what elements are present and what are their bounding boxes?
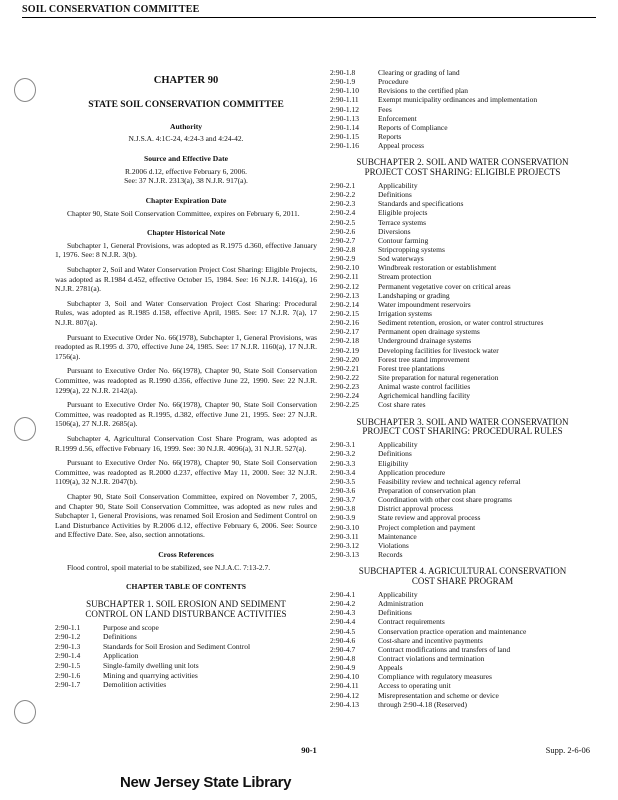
section-title: State review and approval process [378, 513, 481, 523]
history-paragraph: Pursuant to Executive Order No. 66(1978), Chapter 90, State Soil Conservation Committee, was readopted as R.2000 d.237, effective May 11, 2000. See: 32 N.J.R. 1109(a), 32 N.J.R. 2047(b). [55, 458, 317, 487]
section-number: 2:90-2.11 [330, 272, 359, 282]
section-title: Standards for Soil Erosion and Sediment Control [103, 641, 251, 651]
toc-entry [330, 336, 595, 345]
section-title: Reports of Compliance [378, 122, 448, 132]
section-title: Developing facilities for livestock water [378, 345, 499, 355]
section-number: 2:90-2.15 [330, 309, 359, 319]
section-title: Applicability [378, 181, 418, 191]
section-number: 2:90-2.19 [330, 345, 359, 355]
section-number: 2:90-2.8 [330, 245, 356, 255]
toc-entry [330, 449, 595, 458]
section-title: Administration [378, 599, 424, 609]
section-number: 2:90-2.6 [330, 226, 356, 236]
section-number: 2:90-4.6 [330, 635, 356, 645]
section-title: Clearing or grading of land [378, 68, 460, 77]
toc-entry [330, 486, 595, 495]
toc-entry [330, 105, 595, 114]
section-title: Applicability [378, 589, 418, 599]
section-number: 2:90-2.22 [330, 373, 359, 382]
section-title: Sediment retention, erosion, or water control structures [378, 318, 544, 328]
toc-entry [330, 400, 595, 409]
toc-entry [330, 691, 595, 700]
section-number: 2:90-4.1 [330, 589, 356, 599]
toc-entry [330, 654, 595, 663]
section-number: 2:90-3.5 [330, 476, 356, 486]
section-number: 2:90-4.3 [330, 608, 356, 618]
toc-entry [55, 661, 317, 671]
section-title: Preparation of conservation plan [378, 486, 476, 496]
section-title: Project completion and payment [378, 522, 476, 532]
section-title: Appeals [378, 663, 403, 673]
toc-entry [330, 300, 595, 309]
section-number: 2:90-2.2 [330, 190, 356, 200]
section-number: 2:90-4.12 [330, 690, 359, 700]
section-number: 2:90-3.4 [330, 467, 356, 477]
history-paragraph: Pursuant to Executive Order No. 66(1978), Chapter 90, State Soil Conservation Committee, was readopted as R.1995, d.382, effective June 21, 1995. See: 27 N.J.R. 1506(a), 27 N.J.R. 2685(a). [55, 400, 317, 429]
subchapter-heading [330, 158, 595, 178]
library-stamp: New Jersey State Library [120, 774, 292, 791]
section-title: Enforcement [378, 113, 417, 123]
section-number: 2:90-4.4 [330, 617, 356, 627]
section-number: 2:90-1.15 [330, 131, 359, 141]
section-number: 2:90-4.7 [330, 644, 356, 654]
toc-entry [330, 346, 595, 355]
toc-entry [330, 391, 595, 400]
section-title: Application [103, 651, 139, 661]
toc-entry [330, 608, 595, 617]
toc-entry [330, 459, 595, 468]
section-number: 2:90-2.9 [330, 254, 356, 264]
section-title: Definitions [378, 608, 412, 618]
section-title: Revisions to the certified plan [378, 86, 468, 96]
toc-entry [330, 95, 595, 104]
history-paragraph: Pursuant to Executive Order No. 66(1978), Chapter 90, State Soil Conservation Committee, was readopted as R.1990 d.356, effective June 22, 1990. See: 22 N.J.R. 1299(a), 22 N.J.R. 2142(a). [55, 366, 317, 395]
toc-entry [330, 636, 595, 645]
section-number: 2:90-1.10 [330, 86, 359, 96]
right-column [330, 68, 595, 709]
section-title: Forest tree stand improvement [378, 354, 470, 364]
source-line: R.2006 d.12, effective February 6, 2006. [125, 166, 247, 176]
section-title: Irrigation systems [378, 309, 432, 319]
section-title: Animal waste control facilities [378, 382, 471, 392]
history-paragraph: Subchapter 4, Agricultural Conservation Cost Share Program, was adopted as R.1999 d.56, effective February 16, 1999. See: 30 N.J.R. 4096(a), 31 N.J.R. 527(a). [55, 433, 317, 453]
toc-entry [55, 632, 317, 642]
section-title: Records [378, 550, 403, 560]
subchapter-title-line: SUBCHAPTER 3. SOIL AND WATER CONSERVATION [356, 416, 569, 427]
section-number: 2:90-2.24 [330, 391, 359, 401]
expiration-heading: Chapter Expiration Date [145, 195, 227, 205]
section-title: Contour farming [378, 235, 429, 245]
section-title: Feasibility review and technical agency referral [378, 476, 521, 486]
subchapter-heading [330, 418, 595, 438]
section-number: 2:90-4.11 [330, 681, 359, 691]
section-number: 2:90-3.3 [330, 458, 356, 468]
chapter-label: CHAPTER 90 [153, 75, 219, 86]
section-title: Procedure [378, 77, 409, 87]
toc-entry [330, 672, 595, 681]
section-number: 2:90-3.10 [330, 522, 359, 532]
section-title: Contract modifications and transfers of land [378, 644, 511, 654]
subchapter-title-line: PROJECT COST SHARING: ELIGIBLE PROJECTS [364, 167, 561, 178]
history-paragraph: Subchapter 2, Soil and Water Conservation Project Cost Sharing: Eligible Projects, was adopted as R.1984 d.452, effective October 15, 1984. See: 16 N.J.R. 1416(a), 16 N.J.R. 2781(a). [55, 265, 317, 294]
toc-entry [330, 663, 595, 672]
toc-entry [330, 617, 595, 626]
toc-list-sub1-cont [330, 68, 595, 150]
toc-entry [55, 642, 317, 652]
section-title: District approval process [378, 504, 453, 514]
history-paragraph: Subchapter 3, Soil and Water Conservation Project Cost Sharing: Procedural Rules, was adopted as R.1985 d.158, effective April, 1985. See: 17 N.J.R. 7(a), 17 N.J.R. 807(a). [55, 298, 317, 327]
section-number: 2:90-2.17 [330, 327, 359, 337]
toc-entry [330, 504, 595, 513]
section-number: 2:90-4.2 [330, 599, 356, 609]
toc-entry [330, 550, 595, 559]
history-heading: Chapter Historical Note [147, 228, 225, 238]
section-number: 2:90-2.5 [330, 217, 356, 227]
toc-entry [330, 440, 595, 449]
section-number: 2:90-1.14 [330, 122, 359, 132]
toc-entry [330, 181, 595, 190]
section-title: Conservation practice operation and maintenance [378, 626, 527, 636]
section-title: Maintenance [378, 531, 417, 541]
toc-entry [330, 382, 595, 391]
toc-list-sub4 [330, 590, 595, 709]
section-title: Contract requirements [378, 617, 445, 627]
section-number: 2:90-3.7 [330, 495, 356, 505]
section-number: 2:90-2.4 [330, 208, 356, 218]
section-title: Eligible projects [378, 208, 428, 218]
section-title: Misrepresentation and scheme or device [378, 690, 499, 700]
toc-entry [330, 627, 595, 636]
section-title: Violations [378, 540, 409, 550]
toc-entry [330, 513, 595, 522]
subchapter-title-line: SUBCHAPTER 1. SOIL EROSION AND SEDIMENT [86, 598, 286, 609]
section-title: Cost-share and incentive payments [378, 635, 483, 645]
section-number: 2:90-3.12 [330, 540, 359, 550]
section-title: Stream protection [378, 272, 432, 282]
section-number: 2:90-4.10 [330, 672, 359, 682]
section-number: 2:90-3.13 [330, 550, 359, 560]
section-title: Coordination with other cost share programs [378, 495, 512, 505]
toc-entry [330, 355, 595, 364]
section-title: Permanent vegetative cover on critical areas [378, 281, 511, 291]
subchapter-title-line: PROJECT COST SHARING: PROCEDURAL RULES [362, 426, 563, 437]
section-title: Definitions [378, 449, 412, 459]
toc-entry [330, 68, 595, 77]
section-title: Appeal process [378, 141, 425, 151]
section-number: 2:90-3.2 [330, 449, 356, 459]
toc-entry [330, 495, 595, 504]
history-paragraph: Subchapter 1, General Provisions, was adopted as R.1975 d.360, effective January 1, 1976. See: 8 N.J.R. 3(b). [55, 240, 317, 260]
toc-entry [330, 114, 595, 123]
toc-entry [330, 245, 595, 254]
section-number: 2:90-3.1 [330, 440, 356, 450]
section-number: 2:90-1.11 [330, 95, 359, 105]
section-title: Water impoundment reservoirs [378, 299, 471, 309]
section-number: 2:90-4.5 [330, 626, 356, 636]
section-title: Exempt municipality ordinances and implementation [378, 95, 538, 105]
section-title: Underground drainage systems [378, 336, 472, 346]
toc-entry [330, 208, 595, 217]
toc-entry [330, 645, 595, 654]
section-number: 2:90-2.25 [330, 400, 359, 410]
subchapter-heading [55, 600, 317, 620]
section-title: Windbreak restoration or establishment [378, 263, 497, 273]
punch-hole-bottom [14, 700, 36, 724]
toc-entry [330, 700, 595, 709]
section-number: 2:90-3.8 [330, 504, 356, 514]
section-number: 2:90-2.12 [330, 281, 359, 291]
toc-entry [330, 599, 595, 608]
punch-hole-middle [14, 417, 36, 441]
authority-text: N.J.S.A. 4:1C-24, 4:24-3 and 4:24-42. [128, 134, 244, 144]
section-number: 2:90-1.7 [55, 680, 81, 690]
section-number: 2:90-1.12 [330, 104, 359, 114]
section-number: 2:90-2.13 [330, 290, 359, 300]
section-title: Site preparation for natural regeneration [378, 373, 499, 382]
section-title: Application procedure [378, 467, 446, 477]
toc-entry [330, 272, 595, 281]
toc-entry [330, 199, 595, 208]
section-number: 2:90-1.4 [55, 651, 81, 661]
toc-entry [330, 86, 595, 95]
toc-entry [330, 77, 595, 86]
section-number: 2:90-1.8 [330, 68, 356, 77]
toc-entry [330, 227, 595, 236]
toc-heading: CHAPTER TABLE OF CONTENTS [126, 582, 246, 592]
section-title: Diversions [378, 226, 411, 236]
toc-entry [330, 263, 595, 272]
subchapter-title-line: CONTROL ON LAND DISTURBANCE ACTIVITIES [85, 608, 287, 619]
toc-entry [55, 671, 317, 681]
cross-references-heading: Cross References [158, 549, 214, 559]
toc-entry [330, 123, 595, 132]
section-number: 2:90-3.9 [330, 513, 356, 523]
section-number: 2:90-2.18 [330, 336, 359, 346]
section-title: Fees [378, 104, 392, 114]
expiration-text: Chapter 90, State Soil Conservation Committee, expires on February 6, 2011. [67, 208, 300, 218]
section-number: 2:90-4.8 [330, 653, 356, 663]
section-title: Terrace systems [378, 217, 426, 227]
section-number: 2:90-1.16 [330, 141, 359, 151]
toc-entry [330, 141, 595, 150]
toc-entry [330, 373, 595, 382]
section-number: 2:90-1.2 [55, 632, 81, 642]
section-title: Cost share rates [378, 400, 426, 410]
section-title: through 2:90-4.18 (Reserved) [378, 699, 467, 709]
section-number: 2:90-2.21 [330, 363, 359, 373]
section-title: Eligibility [378, 458, 409, 468]
section-number: 2:90-4.13 [330, 699, 359, 709]
left-column [55, 68, 317, 690]
section-number: 2:90-1.6 [55, 670, 81, 680]
section-number: 2:90-2.1 [330, 181, 356, 191]
authority-heading: Authority [169, 121, 203, 131]
source-heading: Source and Effective Date [143, 153, 228, 163]
source-line: See: 37 N.J.R. 2313(a), 38 N.J.R. 917(a). [124, 176, 248, 186]
toc-list-left [55, 623, 317, 690]
section-title: Demolition activities [103, 680, 167, 690]
toc-entry [330, 309, 595, 318]
section-title: Reports [378, 131, 402, 141]
toc-entry [330, 541, 595, 550]
section-number: 2:90-1.13 [330, 113, 359, 123]
section-title: Mining and quarrying activities [103, 670, 198, 680]
section-title: Purpose and scope [103, 622, 159, 632]
section-title: Definitions [103, 632, 137, 642]
toc-entry [330, 132, 595, 141]
toc-entry [330, 523, 595, 532]
section-number: 2:90-1.5 [55, 661, 81, 671]
section-number: 2:90-2.23 [330, 382, 359, 392]
toc-entry [330, 318, 595, 327]
section-title: Contract violations and termination [378, 653, 485, 663]
cross-references-text: Flood control, spoil material to be stabilized, see N.J.A.C. 7:13-2.7. [67, 562, 271, 572]
section-title: Sod waterways [378, 254, 424, 264]
toc-entry [330, 532, 595, 541]
section-number: 2:90-3.11 [330, 531, 359, 541]
toc-entry [55, 623, 317, 633]
section-number: 2:90-2.10 [330, 263, 359, 273]
section-title: Definitions [378, 190, 412, 200]
section-title: Access to operating unit [378, 681, 451, 691]
toc-entry [55, 651, 317, 661]
section-number: 2:90-1.1 [55, 622, 81, 632]
section-number: 2:90-2.3 [330, 199, 356, 209]
chapter-title: STATE SOIL CONSERVATION COMMITTEE [88, 100, 284, 111]
section-number: 2:90-2.20 [330, 354, 359, 364]
toc-entry [330, 282, 595, 291]
section-title: Applicability [378, 440, 418, 450]
section-number: 2:90-1.9 [330, 77, 356, 87]
toc-entry [330, 236, 595, 245]
history-paragraph: Pursuant to Executive Order No. 66(1978), Subchapter 1, General Provisions, was readopted as R.1995 d. 370, effective June 24, 1985. See: 17 N.J.R. 1160(a), 17 N.J.R. 1756(a). [55, 332, 317, 361]
history-paragraph: Chapter 90, State Soil Conservation Committee, expired on November 7, 2005, and Chapter 90, State Soil Conservation Committee, was adopted as new rules and Subchapter 1, General Provisions, was renamed Soil Erosion and Sediment Control on Land Disturbance Activities by R.2006 d.12, effective February 6, 2006. See: Source and Effective Date. See, also, section annotations. [55, 491, 317, 540]
section-number: 2:90-2.16 [330, 318, 359, 328]
section-title: Standards and specifications [378, 199, 464, 209]
supplement-date: Supp. 2-6-06 [545, 745, 590, 755]
section-title: Compliance with regulatory measures [378, 672, 492, 682]
section-number: 2:90-2.7 [330, 235, 356, 245]
toc-entry [330, 291, 595, 300]
page-number: 90-1 [301, 745, 317, 755]
section-title: Landshaping or grading [378, 290, 450, 300]
toc-entry [330, 590, 595, 599]
section-title: Single-family dwelling unit lots [103, 661, 199, 671]
toc-entry [330, 190, 595, 199]
section-number: 2:90-1.3 [55, 641, 81, 651]
toc-entry [330, 364, 595, 373]
section-title: Stripcropping systems [378, 245, 445, 255]
punch-hole-top [14, 78, 36, 102]
subchapter-title-line: SUBCHAPTER 2. SOIL AND WATER CONSERVATION [356, 157, 569, 168]
section-number: 2:90-4.9 [330, 663, 356, 673]
section-number: 2:90-3.6 [330, 486, 356, 496]
toc-entry [330, 327, 595, 336]
toc-entry [330, 218, 595, 227]
section-number: 2:90-2.14 [330, 299, 359, 309]
subchapter-heading [330, 567, 595, 587]
section-title: Forest tree plantations [378, 363, 445, 373]
section-title: Agrichemical handling facility [378, 391, 471, 401]
toc-list-sub3 [330, 440, 595, 559]
subchapter-title-line: COST SHARE PROGRAM [411, 576, 514, 587]
toc-entry [330, 254, 595, 263]
subchapter-title-line: SUBCHAPTER 4. AGRICULTURAL CONSERVATION [358, 566, 567, 577]
toc-entry [330, 477, 595, 486]
running-header: SOIL CONSERVATION COMMITTEE [22, 4, 596, 18]
section-title: Permanent open drainage systems [378, 327, 480, 337]
toc-entry [330, 681, 595, 690]
toc-entry [330, 468, 595, 477]
toc-entry [55, 680, 317, 690]
toc-list-sub2 [330, 181, 595, 410]
